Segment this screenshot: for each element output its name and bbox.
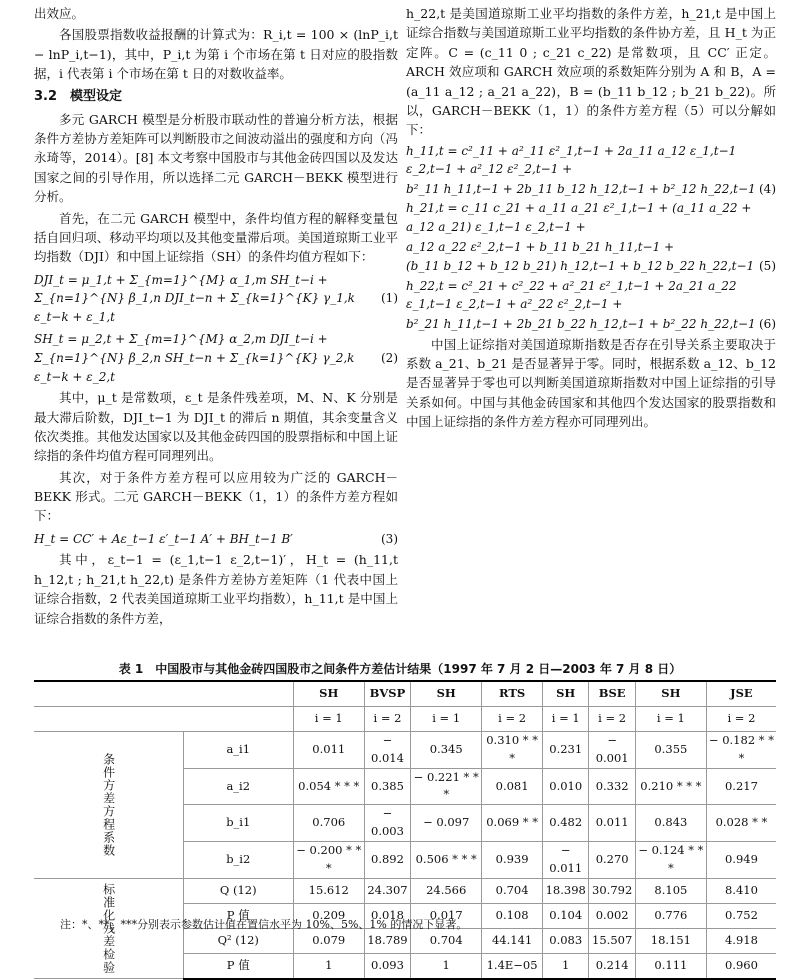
table-cell: 0.217 bbox=[706, 768, 776, 805]
column-subheader: i = 2 bbox=[706, 707, 776, 732]
equation-number: (3) bbox=[381, 531, 398, 546]
equation-text: b²_11 h_11,t−1 + 2b_11 b_12 h_12,t−1 + b²_12 h_22,t−1 bbox=[406, 181, 756, 196]
column-subheader: i = 2 bbox=[364, 707, 410, 732]
table-cell: − 0.011 bbox=[543, 841, 589, 878]
equation-text: b²_21 h_11,t−1 + 2b_21 b_22 h_12,t−1 + b²_22 h_22,t−1 bbox=[406, 316, 756, 331]
table-cell: 1.4E−05 bbox=[482, 953, 543, 979]
paragraph: 各国股票指数收益报酬的计算式为：R_i,t = 100 × (lnP_i,t − lnP_i,t−1)，其中，P_i,t 为第 i 个市场在第 t 日对应的股指数据，i 代表第 i 个市场在第 t 日的对数收益率。 bbox=[34, 27, 398, 82]
row-label: b_i2 bbox=[183, 841, 293, 878]
table-cell: 0.011 bbox=[293, 732, 364, 769]
paragraph: 中国上证综指对美国道琼斯指数是否存在引导关系主要取决于系数 a_21、b_21 是否显著异于零。同时，根据系数 a_12、b_12 是否显著异于零也可以判断美国道琼斯指数对中国上证综指的引导关系如何。中国与其他金砖国家和其他四个发达国家的股票指数和中国上证综指的条件方差方程亦可同理列出。 bbox=[406, 336, 776, 430]
table-cell: 0.010 bbox=[543, 768, 589, 805]
column-header: BVSP bbox=[364, 681, 410, 707]
equation-4-line-2 bbox=[406, 180, 776, 199]
row-label: a_i2 bbox=[183, 768, 293, 805]
table-row bbox=[34, 878, 776, 903]
equation-2 bbox=[34, 330, 398, 386]
column-subheader: i = 1 bbox=[543, 707, 589, 732]
column-subheader: i = 1 bbox=[411, 707, 482, 732]
table-cell: 0.069 * * bbox=[482, 805, 543, 842]
table-cell: 24.566 bbox=[411, 878, 482, 903]
table-header-row bbox=[34, 681, 776, 707]
equation-5-line-2: a_12 a_22 ε²_2,t−1 + b_11 b_21 h_11,t−1 + bbox=[406, 239, 675, 254]
table-cell: 0.002 bbox=[589, 903, 635, 928]
table-cell: 0.011 bbox=[589, 805, 635, 842]
table-cell: 0.214 bbox=[589, 953, 635, 979]
column-header: BSE bbox=[589, 681, 635, 707]
table-cell: − 0.001 bbox=[589, 732, 635, 769]
table-cell: 0.210 * * * bbox=[635, 768, 706, 805]
table-cell: 4.918 bbox=[706, 928, 776, 953]
table-cell: 30.792 bbox=[589, 878, 635, 903]
row-label: Q (12) bbox=[183, 878, 293, 903]
table-cell: 1 bbox=[293, 953, 364, 979]
equation-number: (2) bbox=[381, 351, 398, 366]
table-cell: 0.332 bbox=[589, 768, 635, 805]
table-cell: 0.960 bbox=[706, 953, 776, 979]
table-cell: 18.398 bbox=[543, 878, 589, 903]
table-cell: 0.093 bbox=[364, 953, 410, 979]
section-heading: 3.2 模型设定 bbox=[34, 88, 123, 104]
table-cell: 1 bbox=[543, 953, 589, 979]
table-cell: 0.949 bbox=[706, 841, 776, 878]
table-cell: 0.111 bbox=[635, 953, 706, 979]
table-note: 注：*、**、***分别表示参数估计值在置信水平为 10%、5%、1% 的情况下显著。 bbox=[60, 918, 468, 931]
table-cell: − 0.097 bbox=[411, 805, 482, 842]
column-header: SH bbox=[635, 681, 706, 707]
table-cell: 18.151 bbox=[635, 928, 706, 953]
left-column bbox=[34, 4, 398, 630]
table-cell: 0.231 bbox=[543, 732, 589, 769]
table-corner-cell bbox=[34, 707, 293, 732]
table-cell: 0.108 bbox=[482, 903, 543, 928]
paragraph: 其次，对于条件方差方程可以应用较为广泛的 GARCH－BEKK 形式。二元 GARCH－BEKK（1，1）的条件方差方程如下： bbox=[34, 469, 398, 524]
table-cell: 0.704 bbox=[411, 928, 482, 953]
table-cell: 8.410 bbox=[706, 878, 776, 903]
paragraph: 多元 GARCH 模型是分析股市联动性的普遍分析方法，根据条件方差协方差矩阵可以判断股市之间波动溢出的强度和方向（冯永琦等，2014）。[8] 本文考察中国股市与其他金砖四国以及发达国家之间的引导作用，所以选择二元 GARCH－BEKK 模型进行分析。 bbox=[34, 111, 398, 205]
table-cell: 0.385 bbox=[364, 768, 410, 805]
table-cell: 0.054 * * * bbox=[293, 768, 364, 805]
row-label: Q² (12) bbox=[183, 928, 293, 953]
table-cell: 0.270 bbox=[589, 841, 635, 878]
column-header: SH bbox=[293, 681, 364, 707]
table-cell: 0.028 * * bbox=[706, 805, 776, 842]
column-subheader: i = 2 bbox=[482, 707, 543, 732]
table-cell: 0.704 bbox=[482, 878, 543, 903]
table-cell: 0.104 bbox=[543, 903, 589, 928]
table-cell: 0.892 bbox=[364, 841, 410, 878]
row-label: b_i1 bbox=[183, 805, 293, 842]
table-cell: 0.083 bbox=[543, 928, 589, 953]
results-table bbox=[34, 680, 776, 980]
equation-5-line-3 bbox=[406, 257, 776, 276]
equation-text: H_t = CC′ + Aε_t−1 ε′_t−1 A′ + BH_t−1 B′ bbox=[34, 531, 293, 546]
paragraph: h_22,t 是美国道琼斯工业平均指数的条件方差，h_21,t 是中国上证综合指数与美国道琼斯工业平均指数的条件协方差，且 H_t 为正定阵。C = (c_11 0 ; c_21 c_22) 是常数项，且 CC′ 正定。ARCH 效应项和 GARCH 效应项的系数矩阵分别为 A 和 B，A = (a_11 a_12 ; a_21 a_22)，B = (b_11 b_12 ; b_21 b_22)。所以，GARCH－BEKK（1，1）的条件方差方程（5）可以分解如下： bbox=[406, 6, 776, 138]
table-cell: 0.081 bbox=[482, 768, 543, 805]
group-label-coefficients: 条件方差方程系数 bbox=[34, 732, 183, 879]
paragraph: 出效应。 bbox=[34, 6, 85, 21]
row-label: P 值 bbox=[183, 953, 293, 979]
column-subheader: i = 1 bbox=[635, 707, 706, 732]
equation-5-line-1: h_21,t = c_11 c_21 + a_11 a_21 ε²_1,t−1 + (a_11 a_22 + a_12 a_21) ε_1,t−1 ε_2,t−1 + bbox=[406, 201, 752, 234]
row-label: a_i1 bbox=[183, 732, 293, 769]
table-subheader-row bbox=[34, 707, 776, 732]
table-cell: 15.612 bbox=[293, 878, 364, 903]
table-cell: 0.706 bbox=[293, 805, 364, 842]
column-subheader: i = 2 bbox=[589, 707, 635, 732]
table-cell: 0.209 bbox=[293, 903, 364, 928]
equation-4-line-1: h_11,t = c²_11 + a²_11 ε²_1,t−1 + 2a_11 a_12 ε_1,t−1 ε_2,t−1 + a²_12 ε²_2,t−1 + bbox=[406, 143, 737, 177]
equation-text: (b_11 b_12 + b_12 b_21) h_12,t−1 + b_12 b_22 h_22,t−1 bbox=[406, 259, 755, 274]
table-cell: − 0.014 bbox=[364, 732, 410, 769]
table-cell: 0.843 bbox=[635, 805, 706, 842]
table-cell: − 0.221 * * * bbox=[411, 768, 482, 805]
right-column bbox=[406, 4, 776, 433]
paragraph: 首先，在二元 GARCH 模型中，条件均值方程的解释变量包括自回归项、移动平均项以及其他变量滞后项。美国道琼斯工业平均指数（DJI）和中国上证综指（SH）的条件均值方程如下： bbox=[34, 210, 398, 265]
equation-number: (4) bbox=[759, 181, 776, 196]
table-cell: − 0.182 * * * bbox=[706, 732, 776, 769]
table-cell: 0.310 * * * bbox=[482, 732, 543, 769]
column-subheader: i = 1 bbox=[293, 707, 364, 732]
equation-number: (5) bbox=[759, 259, 776, 274]
equation-text: DJI_t = μ_1,t + Σ_{m=1}^{M} α_1,m SH_t−i + Σ_{n=1}^{N} β_1,n DJI_t−n + Σ_{k=1}^{K} γ_1,k ε_t−k + ε_1,t bbox=[34, 272, 355, 324]
row-label: P 值 bbox=[183, 903, 293, 928]
table-title: 表 1 中国股市与其他金砖四国股市之间条件方差估计结果（1997 年 7 月 2 日—2003 年 7 月 8 日） bbox=[118, 662, 682, 676]
equation-text: SH_t = μ_2,t + Σ_{m=1}^{M} α_2,m DJI_t−i + Σ_{n=1}^{N} β_2,n SH_t−n + Σ_{k=1}^{K} γ_2,k ε_t−k + ε_2,t bbox=[34, 332, 355, 384]
equation-3 bbox=[34, 530, 398, 549]
table-cell: 1 bbox=[411, 953, 482, 979]
table-cell: − 0.003 bbox=[364, 805, 410, 842]
table-cell: 15.507 bbox=[589, 928, 635, 953]
table-cell: 0.345 bbox=[411, 732, 482, 769]
equation-1 bbox=[34, 271, 398, 327]
table-cell: − 0.200 * * * bbox=[293, 841, 364, 878]
equation-number: (6) bbox=[759, 316, 776, 331]
column-header: SH bbox=[411, 681, 482, 707]
paragraph: 其中，μ_t 是常数项，ε_t 是条件残差项，M、N、K 分别是最大滞后阶数，DJI_t−1 为 DJI_t 的滞后 n 期值，其余变量含义依次类推。其他发达国家以及其他金砖四国的股票指标和中国上证综指的条件均值方程可同理列出。 bbox=[34, 390, 398, 464]
table-cell: 24.307 bbox=[364, 878, 410, 903]
table-cell: 8.105 bbox=[635, 878, 706, 903]
paragraph: 其中，ε_t−1 = (ε_1,t−1 ε_2,t−1)′，H_t = (h_11,t h_12,t ; h_21,t h_22,t) 是条件方差协方差矩阵（1 代表中国上证综合指数，2 代表美国道琼斯工业平均指数），h_11,t 是中国上证综合指数的条件方差， bbox=[34, 552, 398, 626]
table-row bbox=[34, 732, 776, 769]
table-cell: 44.141 bbox=[482, 928, 543, 953]
table-cell: 0.355 bbox=[635, 732, 706, 769]
table-cell: 0.079 bbox=[293, 928, 364, 953]
group-label-residual-tests: 标准化残差检验 bbox=[34, 878, 183, 979]
table-cell: 0.017 bbox=[411, 903, 482, 928]
table-cell: 0.482 bbox=[543, 805, 589, 842]
table-cell: 0.752 bbox=[706, 903, 776, 928]
table-cell: 0.939 bbox=[482, 841, 543, 878]
table-cell: − 0.124 * * * bbox=[635, 841, 706, 878]
column-header: RTS bbox=[482, 681, 543, 707]
table-cell: 0.506 * * * bbox=[411, 841, 482, 878]
table-corner-cell bbox=[34, 681, 293, 707]
equation-number: (1) bbox=[381, 291, 398, 306]
equation-6-line-2 bbox=[406, 315, 776, 334]
column-header: JSE bbox=[706, 681, 776, 707]
table-cell: 0.776 bbox=[635, 903, 706, 928]
table-cell: 0.018 bbox=[364, 903, 410, 928]
column-header: SH bbox=[543, 681, 589, 707]
equation-6-line-1: h_22,t = c²_21 + c²_22 + a²_21 ε²_1,t−1 + 2a_21 a_22 ε_1,t−1 ε_2,t−1 + a²_22 ε²_2,t−1 + bbox=[406, 278, 737, 312]
table-cell: 18.789 bbox=[364, 928, 410, 953]
